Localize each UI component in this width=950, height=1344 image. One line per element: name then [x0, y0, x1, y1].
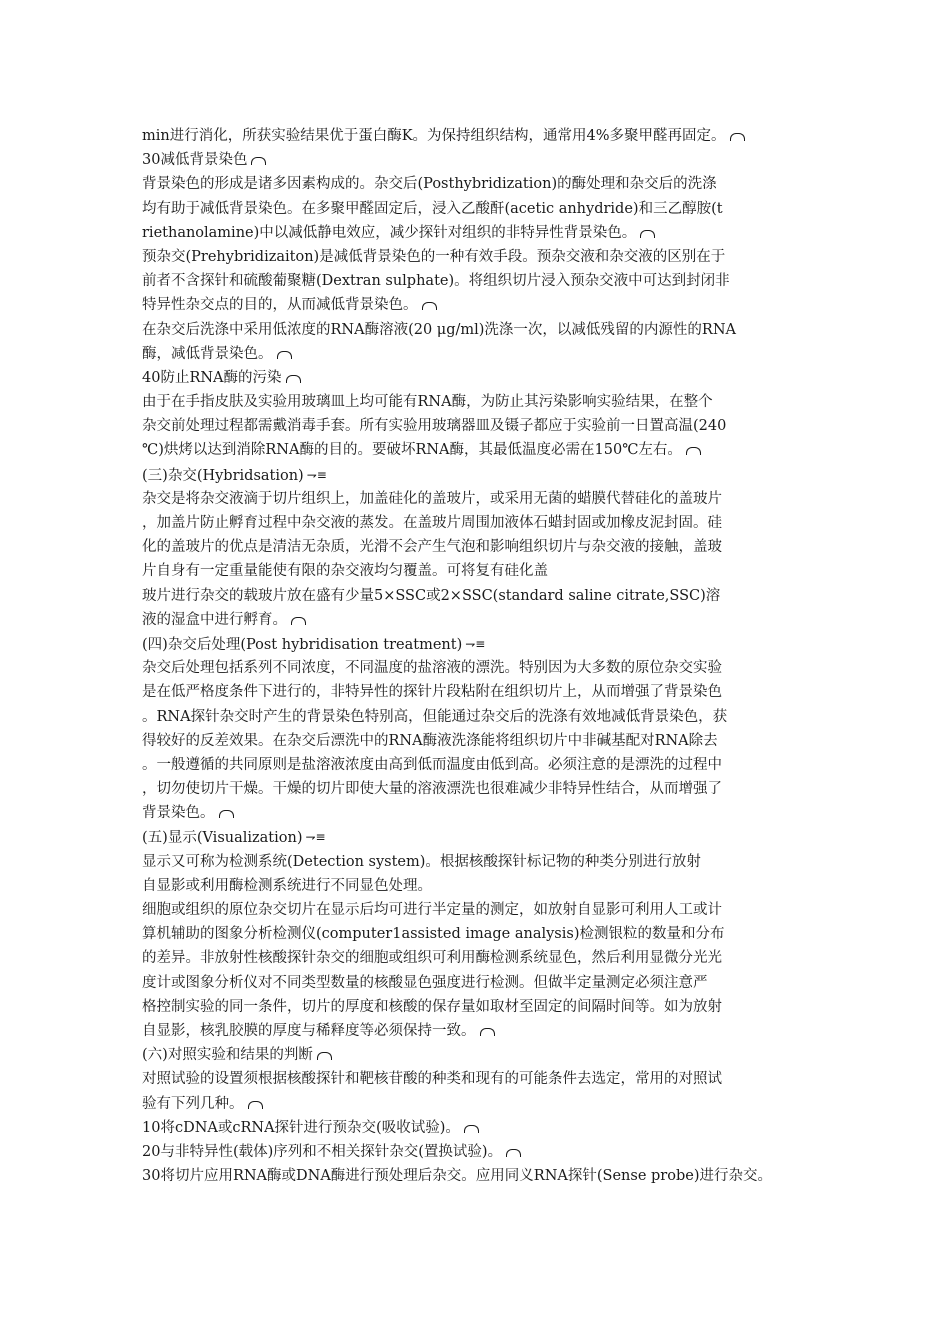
line-text: 细胞或组织的原位杂交切片在显示后均可进行半定量的测定，如放射自显影可利用人工或计 — [142, 902, 722, 918]
line-text: 。RNA探针杂交时产生的背景染色特别高，但能通过杂交后的洗涤有效地减低背景染色，获 — [142, 708, 728, 725]
line-text: riethanolamine)中以减低静电效应，减少探针对组织的非特异性背景染色。 — [142, 224, 637, 241]
text-line — [142, 1019, 822, 1043]
section-mark-icon: ⇁≡ — [465, 636, 486, 651]
line-text: 杂交前处理过程都需戴消毒手套。所有实验用玻璃器皿及镊子都应于实验前一日置高温(240 — [142, 418, 727, 435]
line-text: 得较好的反差效果。在杂交后漂洗中的RNA酶液洗涤能将组织切片中非碱基配对RNA除去 — [142, 732, 718, 749]
text-line — [142, 946, 822, 970]
document-body — [142, 124, 822, 1188]
text-line — [142, 850, 822, 874]
line-text: min进行消化，所获实验结果优于蛋白酶K。为保持组织结构，通常用4%多聚甲醛再固定。 — [142, 128, 726, 144]
line-text: 的差异。非放射性核酸探针杂交的细胞或组织可利用酶检测系统显色，然后利用显微分光光 — [142, 950, 722, 967]
line-text: 算机辅助的图象分析检测仪(computer1assisted image analysis)检测银粒的数量和分布 — [142, 926, 725, 943]
paragraph-mark-icon — [219, 810, 234, 818]
line-text: 化的盖玻片的优点是清洁无杂质，光滑不会产生气泡和影响组织切片与杂交液的接触，盖玻 — [142, 539, 722, 556]
line-text: 。一般遵循的共同原则是盐溶液浓度由高到低而温度由低到高。必须注意的是漂洗的过程中 — [142, 756, 722, 773]
text-line — [142, 1164, 822, 1188]
line-text: 30将切片应用RNA酶或DNA酶进行预处理后杂交。应用同义RNA探针(Sense probe)进行杂交。 — [142, 1168, 772, 1185]
line-text: 格控制实验的同一条件，切片的厚度和核酸的保存量如取材至固定的间隔时间等。如为放射 — [142, 998, 722, 1015]
line-text: 背景染色。 — [142, 805, 215, 822]
paragraph-mark-icon — [286, 375, 301, 383]
text-line — [142, 898, 822, 922]
line-text: 预杂交(Prehybridizaiton)是减低背景染色的一种有效手段。预杂交液和杂交液的区别在于 — [142, 248, 726, 265]
text-line — [142, 221, 822, 245]
line-text: 在杂交后洗涤中采用低浓度的RNA酶溶液(20 μg/ml)洗涤一次，以减低残留的内源性的RNA — [142, 321, 737, 338]
line-text: 酶，减低背景染色。 — [142, 345, 273, 362]
text-line — [142, 1067, 822, 1091]
text-line — [142, 318, 822, 342]
text-line — [142, 487, 822, 511]
text-line — [142, 874, 822, 898]
line-text: 由于在手指皮肤及实验用玻璃皿上均可能有RNA酶，为防止其污染影响实验结果，在整个 — [142, 394, 713, 411]
line-text: 对照试验的设置须根据核酸探针和靶核苷酸的种类和现有的可能条件去选定，常用的对照试 — [142, 1071, 722, 1088]
paragraph-mark-icon — [277, 351, 292, 359]
section-mark-icon: ⇁≡ — [305, 830, 326, 845]
text-line — [142, 825, 822, 849]
text-line — [142, 511, 822, 535]
line-text: 20与非特异性(载体)序列和不相关探针杂交(置换试验)。 — [142, 1143, 503, 1160]
line-text: ，加盖片防止孵育过程中杂交液的蒸发。在盖玻片周围加液体石蜡封固或加橡皮泥封固。硅 — [142, 515, 722, 531]
paragraph-mark-icon — [317, 1052, 332, 1060]
paragraph-mark-icon — [686, 447, 701, 455]
line-text: (四)杂交后处理(Post hybridisation treatment) — [142, 636, 463, 653]
text-line — [142, 801, 822, 825]
text-line — [142, 535, 822, 559]
line-text: 显示又可称为检测系统(Detection system)。根据核酸探针标记物的种类分别进行放射 — [142, 853, 701, 870]
text-line — [142, 463, 822, 487]
text-line — [142, 390, 822, 414]
text-line — [142, 608, 822, 632]
line-text: (三)杂交(Hybridsation) — [142, 467, 304, 484]
line-text: (五)显示(Visualization) — [142, 830, 303, 847]
text-line — [142, 197, 822, 221]
paragraph-mark-icon — [480, 1028, 495, 1036]
line-text: ℃)烘烤以达到消除RNA酶的目的。要破坏RNA酶，其最低温度必需在150℃左右。 — [142, 442, 682, 459]
line-text: 特异性杂交点的目的，从而减低背景染色。 — [142, 297, 418, 314]
line-text: 背景染色的形成是诸多因素构成的。杂交后(Posthybridization)的酶处理和杂交后的洗涤 — [142, 176, 717, 193]
paragraph-mark-icon — [248, 1101, 263, 1109]
line-text: 前者不含探针和硫酸葡聚糖(Dextran sulphate)。将组织切片浸入预杂交液中可达到封闭非 — [142, 273, 730, 290]
text-line — [142, 269, 822, 293]
line-text: 液的湿盒中进行孵育。 — [142, 611, 287, 628]
text-line — [142, 680, 822, 704]
line-text: 均有助于减低背景染色。在多聚甲醛固定后，浸入乙酸酐(acetic anhydride)和三乙醇胺(t — [142, 200, 723, 217]
paragraph-mark-icon — [251, 157, 266, 165]
paragraph-mark-icon — [291, 617, 306, 625]
line-text: 自显影，核乳胶膜的厚度与稀释度等必须保持一致。 — [142, 1022, 476, 1039]
text-line — [142, 632, 822, 656]
line-text: 验有下列几种。 — [142, 1095, 244, 1112]
text-line — [142, 1043, 822, 1067]
text-line — [142, 172, 822, 196]
text-line — [142, 1140, 822, 1164]
paragraph-mark-icon — [730, 133, 745, 141]
text-line — [142, 438, 822, 462]
line-text: 度计或图象分析仪对不同类型数量的核酸显色强度进行检测。但做半定量测定必须注意严 — [142, 974, 708, 991]
text-line — [142, 414, 822, 438]
line-text: 10将cDNA或cRNA探针进行预杂交(吸收试验)。 — [142, 1119, 460, 1136]
section-mark-icon: ⇁≡ — [306, 467, 327, 482]
line-text: 片自身有一定重量能使有限的杂交液均匀覆盖。可将复有硅化盖 — [142, 563, 548, 580]
text-line — [142, 1116, 822, 1140]
text-line — [142, 777, 822, 801]
line-text: 杂交后处理包括系列不同浓度，不同温度的盐溶液的漂洗。特别因为大多数的原位杂交实验 — [142, 660, 722, 677]
text-line — [142, 293, 822, 317]
text-line — [142, 584, 822, 608]
line-text: 玻片进行杂交的载玻片放在盛有少量5×SSC或2×SSC(standard saline citrate,SSC)溶 — [142, 587, 721, 604]
text-line — [142, 922, 822, 946]
text-line — [142, 559, 822, 583]
text-line — [142, 656, 822, 680]
text-line — [142, 705, 822, 729]
paragraph-mark-icon — [506, 1149, 521, 1157]
text-line — [142, 1092, 822, 1116]
text-line — [142, 995, 822, 1019]
text-line — [142, 753, 822, 777]
text-line — [142, 342, 822, 366]
text-line — [142, 971, 822, 995]
text-line — [142, 245, 822, 269]
line-text: 40防止RNA酶的污染 — [142, 369, 282, 386]
paragraph-mark-icon — [464, 1125, 479, 1133]
line-text: 杂交是将杂交液滴于切片组织上，加盖硅化的盖玻片，或采用无菌的蜡膜代替硅化的盖玻片 — [142, 490, 722, 507]
text-line — [142, 366, 822, 390]
line-text: 是在低严格度条件下进行的，非特异性的探针片段粘附在组织切片上，从而增强了背景染色 — [142, 684, 722, 701]
paragraph-mark-icon — [640, 230, 655, 238]
text-line — [142, 729, 822, 753]
text-line — [142, 148, 822, 172]
paragraph-mark-icon — [422, 302, 437, 310]
line-text: ，切勿使切片干燥。干燥的切片即使大量的溶液漂洗也很难减少非特异性结合，从而增强了 — [142, 781, 722, 798]
line-text: 自显影或利用酶检测系统进行不同显色处理。 — [142, 877, 432, 894]
line-text: (六)对照实验和结果的判断 — [142, 1047, 313, 1064]
line-text: 30减低背景染色 — [142, 152, 248, 169]
text-line — [142, 124, 822, 148]
